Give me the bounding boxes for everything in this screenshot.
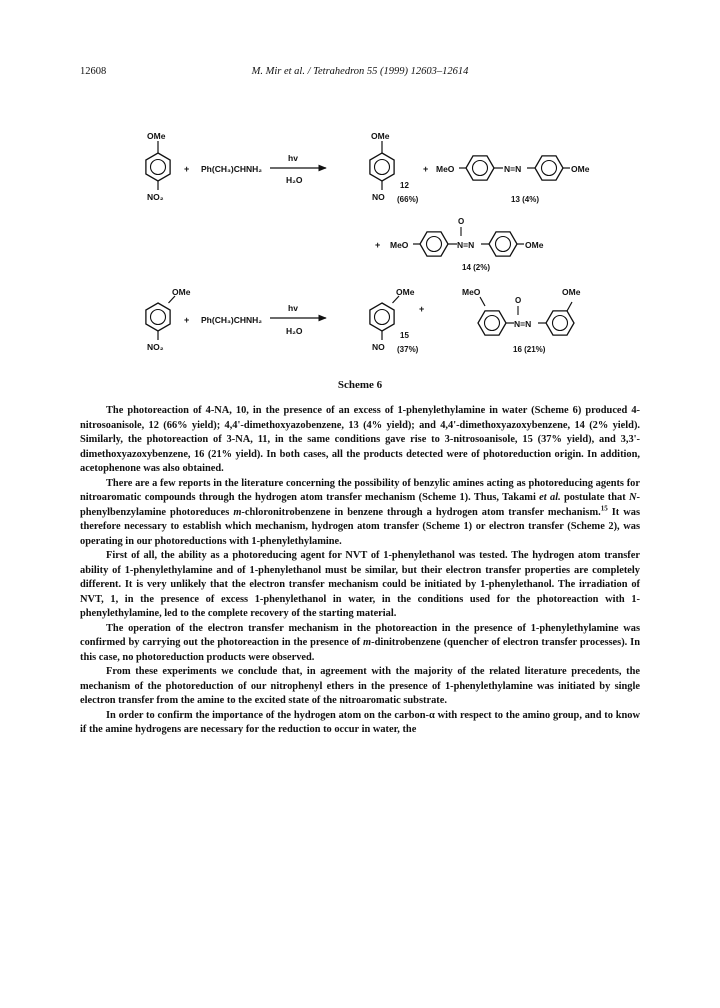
svg-text:+: + — [419, 304, 425, 314]
svg-text:NO: NO — [372, 192, 385, 202]
page-header — [0, 66, 720, 82]
label-ome: OMe — [147, 131, 166, 141]
svg-text:NO₂: NO₂ — [147, 342, 164, 352]
body-text — [80, 404, 640, 738]
hv-label: hv — [288, 153, 298, 163]
paragraph-1: The photoreaction of 4-NA, 10, in the presence of an excess of 1-phenylethylamine in water (Scheme 6) produced 4-nitrosoanisole, 12 (66% yield); 4,4'-dimethoxyazobenzene, 13 (4% yield); and 4,4'-dimethoxyazoxybenzene, 14 (2% yield). Similarly, the photoreaction of 3-NA, 11, in the same conditions gave rise to 3-nitrosoanisole, 15 (37% yield), and 3,3'-dimethoxyazoxybenzene, 16 (21% yield). In both cases, all the products detected were of photoreduction origin. In addition, acetophenone was also obtained. — [80, 405, 641, 474]
svg-text:NO: NO — [372, 342, 385, 352]
reactant-4-nitroanisole — [146, 131, 170, 202]
svg-text:N=N: N=N — [504, 164, 522, 174]
reagent-label: Ph(CH₃)CHNH₂ — [201, 164, 263, 174]
svg-text:Ph(CH₃)CHNH₂: Ph(CH₃)CHNH₂ — [201, 315, 263, 325]
svg-text:12: 12 — [400, 181, 409, 190]
svg-text:OMe: OMe — [571, 164, 590, 174]
svg-text:OMe: OMe — [371, 131, 390, 141]
scheme-6-diagram — [0, 110, 720, 370]
svg-text:16 (21%): 16 (21%) — [513, 345, 546, 354]
svg-text:OMe: OMe — [172, 287, 191, 297]
paragraph-2: There are a few reports in the literature concerning the possibility of benzylic amines acting as photoreducing agents for nitroaromatic compounds through the hydrogen atom transfer mechanism (Scheme 1). Thus, Takami et al. postulate that N-phenylbenzylamine photoreduces m-chloronitrobenzene in benzene through a hydrogen atom transfer mechanism.$^{15}$ It was therefore necessary to establish which mechanism, hydrogen atom transfer (Scheme 1) or electron transfer (Scheme 2), was operating in our photoreductions with 1-phenylethylamine. — [80, 477, 640, 547]
plus-sign: + — [184, 164, 190, 174]
product-15 — [370, 287, 419, 354]
svg-text:N=N: N=N — [514, 319, 532, 329]
running-head: M. Mir et al. / Tetrahedron 55 (1999) 12603–12614 — [251, 66, 469, 77]
svg-text:+: + — [423, 164, 429, 174]
paragraph-3: First of all, the ability as a photoreducing agent for NVT of 1-phenylethanol was tested. The hydrogen atom transfer ability of 1-phenylethylamine and of 1-phenylethanol must be similar, but their electron transfer properties are completely different. It is very unlikely that the electron transfer mechanism could be initiated by 1-phenylethanol. The irradiation of NVT, 1, in the presence of excess 1-phenylethanol in water, in the conditions used for the photoreaction with 1-phenylethylamine, led to the complete recovery of the starting material. — [80, 550, 640, 619]
scheme-caption: Scheme 6 — [337, 379, 383, 391]
product-13 — [436, 156, 590, 204]
svg-text:MeO: MeO — [390, 240, 409, 250]
svg-text:O: O — [515, 296, 522, 305]
svg-text:OMe: OMe — [562, 287, 581, 297]
svg-text:(66%): (66%) — [397, 195, 419, 204]
svg-text:MeO: MeO — [462, 287, 481, 297]
paragraph-5: From these experiments we conclude that, in agreement with the majority of the related literature precedents, the mechanism of the photoreduction of our nitrophenyl ethers in the presence of 1-phenylethylamine was initiated by single electron transfer from the amine to the excited state of the nitroaromatic substrate. — [80, 666, 640, 706]
svg-text:15: 15 — [400, 331, 409, 340]
svg-text:O: O — [458, 217, 465, 226]
svg-text:+: + — [184, 315, 190, 325]
product-16 — [462, 287, 581, 354]
svg-text:13 (4%): 13 (4%) — [511, 195, 540, 204]
paragraph-4: The operation of the electron transfer mechanism in the photoreaction in the presence of 1-phenylethylamine was confirmed by carrying out the photoreaction in the presence of m-dinitrobenzene (quencher of electron transfer processes). In this case, no photoreduction products were observed. — [80, 622, 640, 663]
svg-text:OMe: OMe — [525, 240, 544, 250]
svg-text:14 (2%): 14 (2%) — [462, 263, 491, 272]
svg-text:H₂O: H₂O — [286, 326, 303, 336]
svg-text:MeO: MeO — [436, 164, 455, 174]
svg-text:(37%): (37%) — [397, 345, 419, 354]
page-number: 12608 — [80, 66, 107, 77]
label-no2: NO₂ — [147, 192, 164, 202]
product-14 — [375, 217, 544, 272]
svg-text:N=N: N=N — [457, 240, 475, 250]
svg-text:+: + — [375, 240, 381, 250]
product-12 — [370, 131, 419, 204]
svg-text:hv: hv — [288, 303, 298, 313]
paragraph-6: In order to confirm the importance of the hydrogen atom on the carbon-α with respect to the amino group, and to know if the amine hydrogens are necessary for the reduction to occur in water, the — [80, 709, 640, 735]
h2o-label: H₂O — [286, 175, 303, 185]
svg-text:OMe: OMe — [396, 287, 415, 297]
